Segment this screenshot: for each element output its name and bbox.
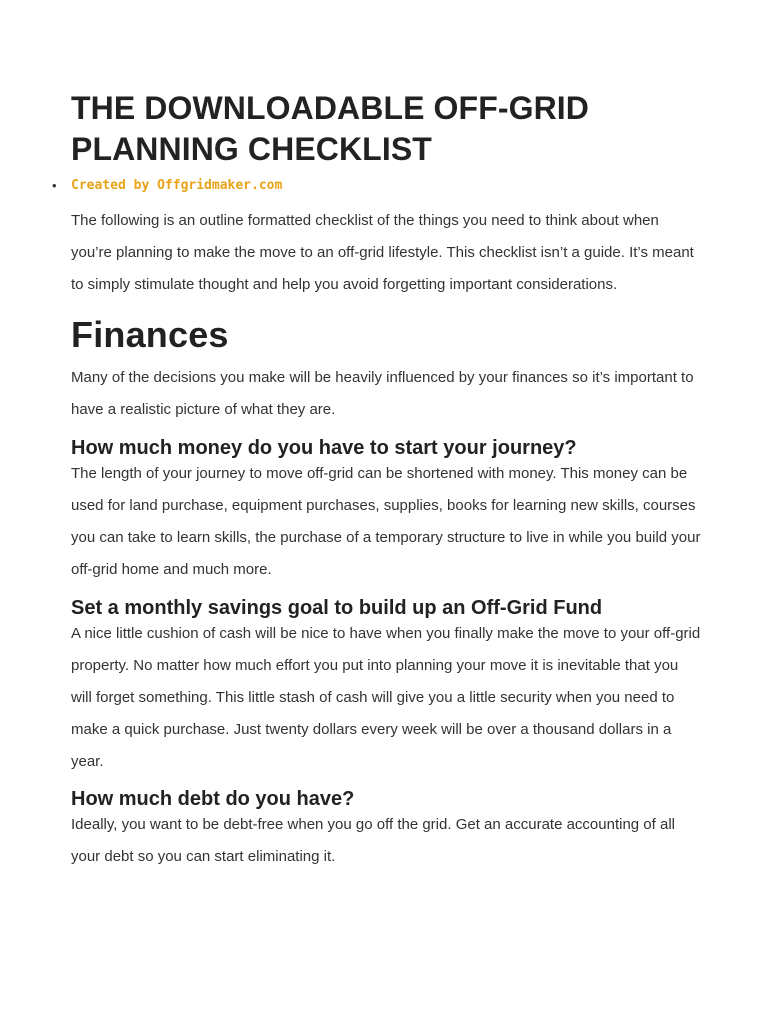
credit-list-item — [52, 176, 701, 196]
subheading-savings: Set a monthly savings goal to build up an Off-Grid Fund — [71, 597, 603, 619]
document-content — [52, 88, 701, 873]
document-title-line-2: PLANNING CHECKLIST — [71, 131, 432, 167]
credit-list — [52, 176, 701, 196]
section-heading-finances: Finances — [71, 314, 229, 355]
finances-intro-paragraph: Many of the decisions you make will be heavily influenced by your finances so it’s important to have a realistic picture of what they are. — [71, 369, 694, 418]
bullet-icon: • — [52, 178, 57, 193]
savings-paragraph: A nice little cushion of cash will be nice to have when you finally make the move to your off-grid property. No matter how much effort you put into planning your move it is inevitable that you will forget something. This little stash of cash will give you a little security when you need to make a quick purchase. Just twenty dollars every week will be over a thousand dollars in a year. — [71, 625, 701, 770]
debt-paragraph: Ideally, you want to be debt-free when you go off the grid. Get an accurate accounting of all your debt so you can start eliminating it. — [71, 816, 675, 865]
money-paragraph: The length of your journey to move off-grid can be shortened with money. This money can be used for land purchase, equipment purchases, supplies, books for learning new skills, courses you can take to learn skills, the purchase of a temporary structure to live in while you build your off-grid home and much more. — [71, 465, 701, 578]
subheading-debt: How much debt do you have? — [71, 788, 355, 810]
subheading-money: How much money do you have to start your journey? — [71, 437, 577, 459]
intro-paragraph: The following is an outline formatted checklist of the things you need to think about when you’re planning to make the move to an off-grid lifestyle. This checklist isn’t a guide. It’s meant to simply stimulate thought and help you avoid forgetting important considerations. — [71, 212, 694, 293]
credit-text: Created by Offgridmaker.com — [71, 178, 283, 193]
document-title — [71, 88, 701, 170]
document-title-line-1: THE DOWNLOADABLE OFF-GRID — [71, 90, 589, 126]
